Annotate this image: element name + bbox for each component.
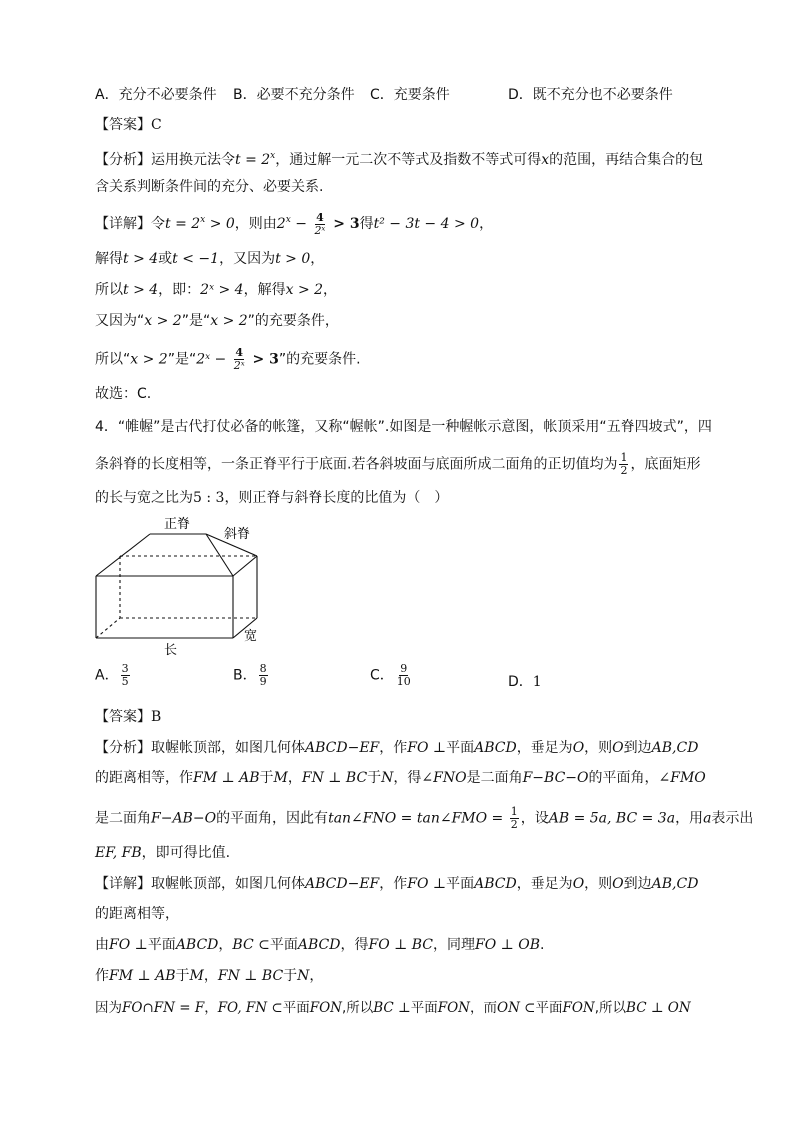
math: > 0: [205, 216, 235, 232]
text: ，则: [584, 740, 613, 756]
q4-detail-line-1: [95, 874, 698, 894]
q4-option-d: [508, 671, 542, 691]
math-sup: x: [270, 151, 276, 161]
math: FO ⊥: [109, 937, 148, 953]
text: 所以“: [95, 351, 131, 368]
text: 平面: [446, 876, 475, 892]
math: F−AB−O: [151, 810, 217, 827]
text: 到边: [623, 740, 652, 756]
text: ，又因为: [219, 251, 276, 267]
math: BC ⊥ ON: [626, 1000, 691, 1016]
analysis-tag: 【分析】: [95, 740, 151, 756]
text: 取幄帐顶部，如图几何体: [151, 740, 305, 756]
math: ABCD: [474, 740, 517, 756]
math: ABCD−EF: [305, 876, 380, 892]
text: ，作: [379, 740, 408, 756]
fraction: [121, 663, 130, 688]
answer-value: B: [151, 709, 162, 725]
text: ，设: [520, 810, 549, 827]
text: ，即：: [158, 282, 201, 298]
slant-ridge-front-left: [96, 534, 150, 576]
text: ，底面矩形: [630, 456, 701, 473]
text: 解得: [95, 251, 123, 267]
math: t > 4: [123, 282, 159, 298]
q3-detail-line-1: [95, 210, 493, 237]
text: 或: [158, 251, 173, 267]
math: t = 2: [165, 216, 201, 232]
text: ，: [218, 937, 233, 953]
math: ABCD: [175, 937, 219, 953]
text: ，: [204, 1000, 218, 1016]
fraction: [233, 347, 246, 372]
fraction-numerator: 4: [316, 210, 324, 224]
text: .: [540, 937, 545, 953]
option-label: A．: [95, 667, 119, 684]
q3-answer: [95, 115, 162, 135]
math: x > 2: [210, 313, 248, 329]
text: 于: [259, 770, 274, 786]
math: FO ⊥ BC: [368, 937, 434, 953]
text: ，而: [470, 1000, 497, 1016]
fraction-numerator: 1: [620, 451, 628, 464]
option-label: B．: [233, 667, 257, 684]
math: ABCD: [474, 876, 517, 892]
text: ”的充要条件.: [278, 351, 361, 368]
text: ，得: [340, 937, 369, 953]
q4-analysis-line-3: [95, 806, 753, 831]
text: ，: [309, 968, 324, 984]
side-top-edge: [233, 556, 257, 576]
detail-tag: 【详解】: [95, 876, 151, 892]
option-label: C．: [370, 667, 394, 684]
text: ”是“: [181, 313, 211, 329]
math: x > 2: [285, 282, 324, 298]
text: 表示出: [711, 810, 754, 827]
answer-tag: 【答案】: [95, 709, 151, 725]
math: tan∠FNO = tan∠FMO =: [328, 810, 508, 827]
math: FM ⊥ AB: [109, 968, 176, 984]
text: ，解得: [243, 282, 286, 298]
math: x > 2: [144, 313, 182, 329]
text: ，得: [393, 770, 422, 786]
math: O: [612, 740, 624, 756]
text: 的范围，再结合集合的包: [549, 152, 704, 168]
math: AB = 5a, BC = 3a: [548, 810, 676, 827]
math: t = 2: [235, 152, 271, 168]
q3-option-b: B．必要不充分条件: [233, 87, 355, 103]
left-bottom-diagonal-hidden: [96, 618, 120, 638]
math: ∠FMO: [658, 770, 706, 786]
q4-option-b: [233, 663, 270, 688]
q3-option-a: A．充分不必要条件: [95, 87, 217, 103]
math: t² − 3t − 4 > 0: [373, 216, 480, 232]
fraction-denominator: 9: [259, 675, 267, 688]
text: ,所以: [341, 1000, 374, 1016]
q4-analysis-line-1: [95, 738, 698, 758]
math: M: [273, 770, 288, 786]
text: ，: [203, 968, 218, 984]
fraction: [619, 452, 628, 477]
math: FM ⊥ AB: [193, 770, 260, 786]
q4-detail-line-4: [95, 966, 323, 986]
q4-answer: [95, 707, 161, 727]
text: 是二面角: [95, 810, 151, 827]
math: FN ⊥ BC: [301, 770, 368, 786]
text: ，: [479, 216, 494, 232]
answer-value: C: [151, 117, 162, 133]
q3-option-d: D．既不充分也不必要条件: [508, 87, 673, 103]
label-width: 宽: [244, 629, 258, 644]
q4-analysis-line-4: [95, 843, 230, 863]
q4-stem-line-2: [95, 452, 700, 477]
text: 的距离相等，作: [95, 770, 193, 786]
label-length: 长: [164, 643, 178, 657]
text: ，则正脊与斜脊长度的比值为（ ）: [224, 490, 449, 506]
text: 于: [367, 770, 382, 786]
text: ，作: [379, 876, 408, 892]
text: 的平面角，因此有: [216, 810, 329, 827]
text: 到边: [623, 876, 652, 892]
math: FON: [562, 1000, 595, 1016]
q4-option-c: [370, 663, 414, 688]
option-label: D．: [508, 674, 533, 690]
math: t > 4: [123, 251, 159, 267]
math: BC ⊥: [373, 1000, 411, 1016]
text: ”是“: [167, 351, 197, 368]
label-top-ridge: 正脊: [164, 517, 191, 532]
text: 于: [175, 968, 190, 984]
q3-detail-line-2: [95, 249, 324, 269]
text: 平面: [147, 937, 176, 953]
math: FO, FN ⊂: [217, 1000, 283, 1016]
text: 条斜脊的长度相等，一条正脊平行于底面.若各斜坡面与底面所成二面角的正切值均为: [95, 456, 618, 473]
text: ，同理: [433, 937, 476, 953]
detail-tag: 【详解】: [95, 216, 151, 232]
text: ”的充要条件，: [247, 313, 339, 329]
fraction: [510, 806, 519, 831]
fraction-denominator: 2: [510, 818, 518, 831]
text: 于: [283, 968, 298, 984]
math: BC ⊂: [232, 937, 270, 953]
math: 2ˣ −: [196, 351, 231, 368]
math: O: [612, 876, 624, 892]
math: 5 : 3: [193, 490, 225, 506]
math: FON: [309, 1000, 342, 1016]
text: ，垂足为: [516, 740, 573, 756]
text: ，则由: [234, 216, 277, 232]
text: 作: [95, 968, 109, 984]
fraction-numerator: 9: [400, 662, 408, 675]
answer-tag: 【答案】: [95, 117, 151, 133]
q3-detail-line-4: [95, 311, 339, 331]
q4-stem-line-1: 4．“帷幄”是古代打仗必备的帐篷，又称“幄帐”.如图是一种幄帐示意图，帐顶采用“五脊四坡式”，四: [95, 419, 712, 435]
text: 所以: [95, 282, 123, 298]
text: ，用: [675, 810, 704, 827]
text: 是二面角: [466, 770, 523, 786]
fraction-denominator: 2: [620, 464, 628, 477]
q4-detail-line-2: 的距离相等，: [95, 906, 179, 922]
math: N: [381, 770, 394, 786]
math: O: [572, 876, 585, 892]
math: FO ⊥: [407, 740, 447, 756]
math: 2: [276, 216, 286, 232]
q4-detail-line-3: [95, 935, 545, 955]
fraction-numerator: 4: [235, 346, 244, 359]
fraction-numerator: 8: [259, 662, 267, 675]
text: 平面: [410, 1000, 438, 1016]
q4-stem-line-3: [95, 488, 448, 508]
math: FO ⊥ OB: [475, 937, 541, 953]
fraction-denominator: 10: [396, 675, 411, 688]
math: FN ⊥ BC: [217, 968, 284, 984]
fraction: [259, 663, 268, 688]
math: FO ⊥: [407, 876, 447, 892]
q4-detail-line-5: [95, 998, 691, 1018]
math: EF, FB: [95, 845, 142, 861]
text: 平面: [282, 1000, 310, 1016]
q4-option-a: [95, 663, 132, 688]
q3-detail-line-3: [95, 280, 337, 300]
fraction-denominator: 2ˣ: [233, 359, 245, 372]
label-slant-ridge: 斜脊: [224, 527, 251, 542]
option-value: 1: [532, 674, 542, 690]
text: ，: [310, 251, 325, 267]
math: ABCD: [297, 937, 341, 953]
text: ，则: [584, 876, 613, 892]
math: t < −1: [172, 251, 220, 267]
text: ，即可得比值.: [141, 845, 231, 861]
math: F−BC−O: [522, 770, 589, 786]
text: 的平面角，: [588, 770, 659, 786]
math: AB,CD: [651, 740, 699, 756]
fraction: [313, 212, 326, 237]
tent-figure: [88, 512, 278, 657]
math: AB,CD: [651, 876, 699, 892]
text: ，: [287, 770, 302, 786]
text: 运用换元法令: [151, 152, 235, 168]
math: x > 2: [130, 351, 168, 368]
fraction-denominator: 2ˣ: [314, 223, 326, 237]
text: ，: [323, 282, 338, 298]
math: 2ˣ > 4: [200, 282, 244, 298]
text: 因为: [95, 1000, 122, 1016]
fraction-numerator: 1: [510, 805, 518, 818]
fraction-denominator: 5: [121, 675, 129, 688]
math: ABCD−EF: [305, 740, 380, 756]
math: > 3: [247, 351, 279, 368]
math: ∠FNO: [421, 770, 467, 786]
math: t > 0: [275, 251, 311, 267]
text: 令: [151, 216, 165, 232]
q3-option-c: C．充要条件: [370, 87, 450, 103]
text: 得: [359, 216, 374, 232]
text: 由: [95, 937, 109, 953]
text: 又因为“: [95, 313, 145, 329]
math: N: [297, 968, 310, 984]
text: ，垂足为: [516, 876, 573, 892]
math: > 3: [328, 216, 360, 232]
math-sup: x: [285, 215, 291, 225]
q3-analysis-line-1: [95, 146, 703, 170]
text: 平面: [446, 740, 475, 756]
math: ON ⊂: [497, 1000, 536, 1016]
text: ,所以: [594, 1000, 627, 1016]
math: O: [572, 740, 585, 756]
fraction: [396, 663, 412, 688]
q3-detail-line-5: [95, 347, 361, 372]
math: M: [189, 968, 204, 984]
math-sup: x: [200, 215, 206, 225]
q4-analysis-line-2: [95, 768, 706, 788]
text: 的长与宽之比为: [95, 490, 193, 506]
fraction-numerator: 3: [121, 662, 129, 675]
q3-analysis-line-2: 含关系判断条件间的充分、必要关系.: [95, 179, 324, 195]
text: 取幄帐顶部，如图几何体: [151, 876, 305, 892]
q3-detail-choose: 故选：C.: [95, 386, 152, 402]
math: FO∩FN = F: [122, 1000, 205, 1016]
text: ，通过解一元二次不等式及指数不等式可得: [275, 152, 542, 168]
text: 平面: [535, 1000, 563, 1016]
math: x: [541, 152, 550, 168]
math: a: [703, 810, 712, 827]
math: −: [290, 216, 312, 232]
analysis-tag: 【分析】: [95, 152, 151, 168]
math: FON: [437, 1000, 470, 1016]
text: 平面: [269, 937, 298, 953]
